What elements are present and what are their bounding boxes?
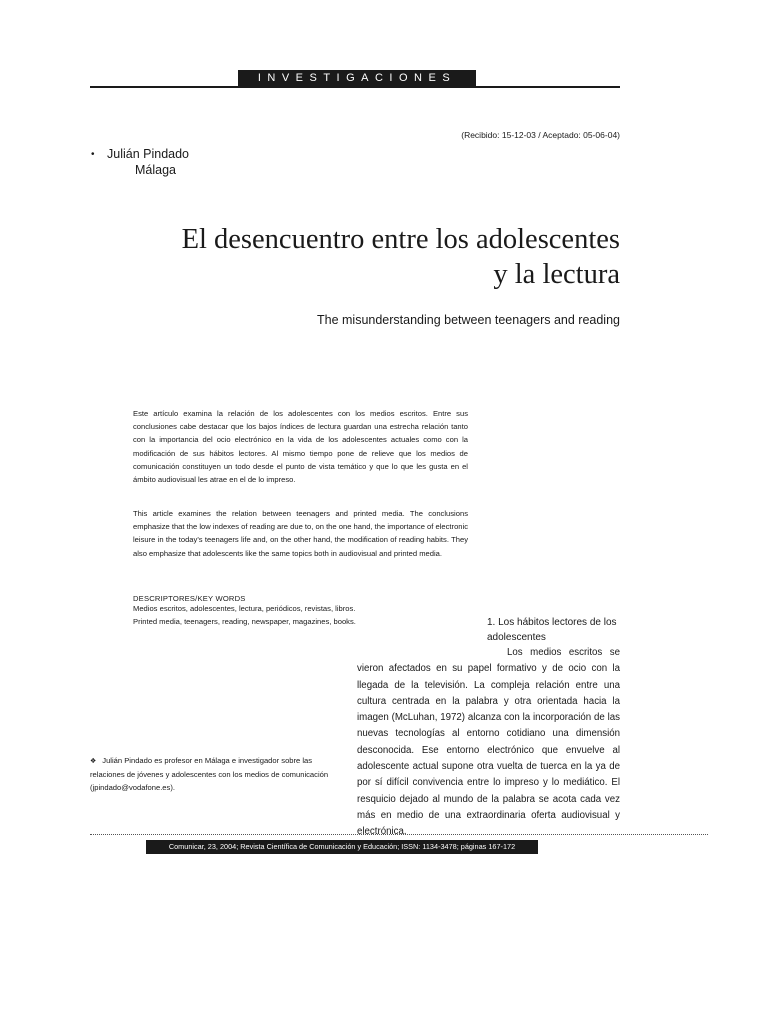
abstract-spanish: Este artículo examina la relación de los adolescentes con los medios escritos. Entre sus conclusiones cabe destacar que los bajos índices de lectura guardan una estrecha relación tanto con la importancia del ocio electrónico en la vida de los adolescentes actuales como con la modificación de sus hábitos lectores. Al mismo tiempo pone de relieve que los medios de comunicación constituyen un todo desde el punto de vista temático y que lo que les gusta en el ámbito audiovisual les atrae en el de lo impreso.	[133, 409, 468, 485]
section-heading: 1. Los hábitos lectores de los adolescentes	[487, 617, 617, 643]
author-footnote	[90, 754, 340, 794]
header-rule	[90, 86, 620, 88]
title-line-1: El desencuentro entre los adolescentes	[181, 224, 620, 255]
footer-rule	[90, 834, 708, 835]
author-bullet: •	[91, 149, 95, 160]
keywords-english: Printed media, teenagers, reading, newspaper, magazines, books.	[133, 617, 356, 626]
footer-citation: Comunicar, 23, 2004; Revista Científica de Comunicación y Educación; ISSN: 1134-3478; páginas 167-172	[146, 840, 538, 854]
footnote-marker-icon: ❖	[90, 758, 97, 765]
keywords-spanish: Medios escritos, adolescentes, lectura, periódicos, revistas, libros.	[133, 604, 356, 613]
body-paragraph: Los medios escritos se vieron afectados en su papel formativo y de ocio con la llegada de la televisión. La compleja relación entre una cultura centrada en la palabra y otra orientada hacia la imagen (McLuhan, 1972) alcanza con la incorporación de las nuevas tecnologías al entorno cotidiano una dimensión desconocida. Ese entorno electrónico que envuelve al adolescente actual supone otra vuelta de tuerca en la ya de por sí difícil convivencia entre lo impreso y lo mediático. El resquicio dejado al mundo de la palabra se acota cada vez más en medio de una extraordinaria oferta audiovisual y electrónica.	[357, 647, 620, 838]
article-subtitle: The misunderstanding between teenagers and reading	[317, 313, 620, 327]
author-city: Málaga	[135, 163, 176, 177]
section-banner: INVESTIGACIONES	[238, 70, 476, 86]
author-name: Julián Pindado	[107, 147, 190, 161]
keywords-heading: DESCRIPTORES/KEY WORDS	[133, 594, 246, 603]
received-dates: (Recibido: 15-12-03 / Aceptado: 05-06-04)	[461, 130, 620, 140]
footnote-text: Julián Pindado es profesor en Málaga e investigador sobre las relaciones de jóvenes y adolescentes con los medios de comunicación (jpindado@vodafone.es).	[90, 756, 329, 792]
article-title	[60, 222, 620, 292]
title-line-2: y la lectura	[493, 259, 620, 290]
abstract-english: This article examines the relation between teenagers and printed media. The conclusions emphasize that the low indexes of reading are due to, on the one hand, the importance of electronic leisure in the today's teenagers life and, on the other hand, the modification of reading habits. They also emphasize that adolescents like the same topics both in audiovisual and printed media.	[133, 509, 468, 558]
